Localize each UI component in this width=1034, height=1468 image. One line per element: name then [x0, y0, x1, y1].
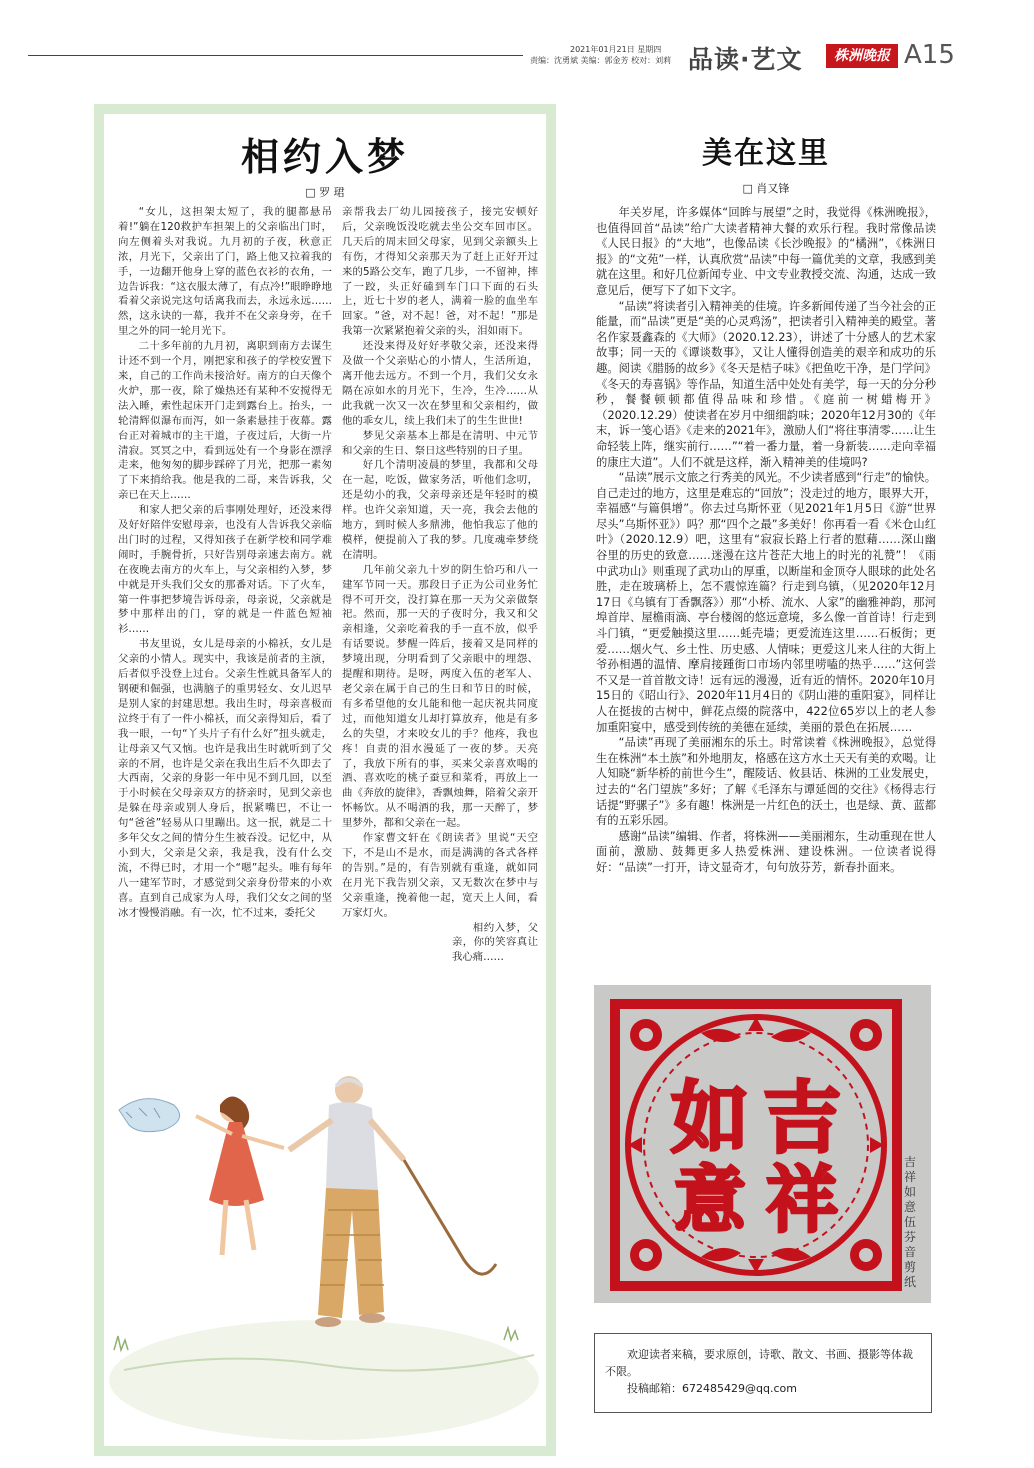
paragraph: “女儿，这担架太短了，我的腿都悬吊着!”躺在120救护车担架上的父亲临出门时，向左侧着头对我说。九月初的子夜，秋意正浓，月光下，父亲出了门，路上他又拉着我的手，一边翻开他身上穿的蓝色衣衫的衣角，一边告诉我：“这衣服太薄了，有点冷!”眼睁睁地看着父亲说完这句话离我而去，永远永远……然，这永诀的一幕，我并不在父亲身旁，在千里之外的同一轮月光下。: [118, 206, 332, 338]
paragraph: 好几个清明凌晨的梦里，我都和父母在一起，吃饭，做家务活，听他们念叨，还是幼小的我，父亲母亲还是年轻时的模样。也许父亲知道，天一亮，我会去他的地方，到时候人多鼎沸，他怕我忘了他的模样，便提前入了我的梦。几度魂牵梦绕在清明。: [342, 459, 538, 561]
right-article-author: □ 肖又锋: [742, 182, 790, 195]
header-meta: [530, 44, 671, 66]
paragraph: 梦见父亲基本上都是在清明、中元节和父亲的生日、祭日这些特别的日子里。: [342, 429, 538, 457]
left-article-author: □ 罗 珺: [305, 186, 345, 199]
date-line: 2021年01月21日 星期四: [570, 45, 662, 54]
papercut-char: 祥: [765, 1157, 839, 1242]
page-number: A15: [904, 40, 955, 70]
father-daughter-illustration: [104, 1050, 546, 1450]
paragraph: “品读”展示文旅之行秀美的风光。不少读者感到“行走”的愉快。自己走过的地方，这里是难忘的“回放”；没走过的地方，眼界大开，幸福感“与篇俱增”。你去过乌斯怀亚（见2021年1月5日《游“世界尽头”乌斯怀亚》）吗？那“四个之最”多美好！你再看一看《米仓山红叶》（2020.12.9）吧，这里有“寂寂长路上行者的慰藉……深山幽谷里的历史的致意……迷漫在这片苍茫大地上的时光的礼赞”！《雨中武功山》则重现了武功山的厚重，以断崖和金顶夺人眼球的此处名胜，走在玻璃桥上，怎不震惊连篇？行走到乌镇，（见2020年12月17日《乌镇有丁香飘落》）那“小桥、流水、人家”的幽雅神韵，那河埠首岸、屋檐雨滴、亭台楼阁的悠远意境，多么像一首首诗！行走到斗门镇，“更爱触摸这里……蚝壳墙；更爱流连这里……石板街；更爱……烟火气、乡土性、历史感、人情味；更爱这儿来人往的大街上爷孙相遇的温情、摩肩接踵街口市场内邻里唠嗑的热乎……”这何尝不又是一首首散文诗！远有远的漫漫，近有近的情怀。2020年10月15日的《昭山行》、2020年11月4日的《阴山港的重阳宴》，同样让人在挺拔的古树中，鲜花点缀的院落中，422位65岁以上的老人参加重阳宴中，感受到传统的美德在延续，美丽的景色在拓展……: [596, 471, 936, 734]
right-article-title: 美在这里: [702, 136, 830, 171]
staff-line: 责编：沈勇斌 美编：郭金芳 校对：刘莉: [530, 56, 672, 65]
notice-text: 欢迎读者来稿，要求原创，诗歌、散文、书画、摄影等体裁不限。: [605, 1348, 913, 1378]
paragraph: 还没来得及好好孝敬父亲，还没来得及做一个父亲贴心的小情人，生活所迫，离开他去远方。不到一个月，我们父女永隔在凉如水的月光下，生冷，生冷……从此我就一次又一次在梦里和父亲相约，做他的乖女儿，续上我们未了的生生世世!: [342, 340, 538, 427]
notice-email: 投稿邮箱：672485429@qq.com: [627, 1382, 797, 1395]
newspaper-logo: 株洲晚报: [826, 44, 898, 68]
papercut-char: 吉: [762, 1073, 842, 1164]
paragraph: 和家人把父亲的后事刚处理好，还没来得及好好陪伴安慰母亲，也没有人告诉我父亲临出门时的过程，又得知孩子在新学校和同学难闹时，手腕骨折，只好告别母亲速去南方。就在夜晚去南方的火车上，与父亲相约入梦，梦中就是开头我们父女的那番对话。下了火车，第一件事把梦境告诉母亲，母亲说，父亲就是梦中那样出的门，穿的就是一件蓝色短袖衫……: [118, 504, 332, 636]
papercut-caption: 吉祥如意 伍芬音剪纸: [904, 1155, 917, 1289]
paragraph: 作家曹文轩在《朗读者》里说“天空下，不是山不是水，而是满满的各式各样的告别。”是的，有告别就有重逢，就如同在月光下我告别父亲，又无数次在梦中与父亲重逢，挽着他一起，宽天上人间，看万家灯火。: [342, 832, 538, 919]
papercut-art: [606, 995, 906, 1295]
header-rule: [28, 55, 523, 56]
left-article-col1: [118, 205, 332, 921]
paragraph: 亲帮我去厂幼儿园接孩子，接完安顿好后，父亲晚饭没吃就去坐公交车回市区。几天后的周末回父母家，见到父亲额头上有伤，才得知父亲那天为了赶上正好开过来的5路公交车，跑了几步，一不留神，摔了一跤，头正好磕到车门口下面的石头上，近七十岁的老人，满着一脸的血坐车回家。“爸，对不起！爸，对不起！”那是我第一次紧紧抱着父亲的头，泪如雨下。: [342, 206, 538, 338]
paragraph: “品读”将读者引入精神美的佳境。许多新闻传递了当今社会的正能量，而“品读”更是“美的心灵鸡汤”，把读者引入精神美的殿堂。著名作家聂鑫森的《大师》（2020.12.23），讲述了十分感人的艺术家故事；同一天的《谭谈数事》，又让人懂得创造美的艰辛和成功的乐趣。阅读《腊肠的故乡》《冬天是桔子味》《把鱼吃干净，是门学问》《冬天的寿喜锅》等作品，知道生活中处处有美学，每一天的分分秒秒，餐餐顿顿都值得品味和珍惜。《庭前一树蜡梅开》（2020.12.29）使读者在岁月中细细韵味；2020年12月30的《年末，诉一笺心语》《走来的2021年》，激励人们“将往事清零……让生命轻装上阵，继实前行……”“着一番力量，着一身新装……走向幸福的康庄大道”。人们不就是这样，渐入精神美的佳境吗?: [596, 299, 936, 469]
papercut-photo: [594, 985, 931, 1303]
paragraph: 相约入梦，父亲，你的笑容真让我心痛……: [452, 921, 538, 964]
section-title: 品读·艺文: [688, 45, 803, 74]
left-article-title: 相约入梦: [240, 134, 409, 179]
paragraph: 几年前父亲九十岁的阴生恰巧和八一建军节同一天。那段日子正为公司业务忙得不可开交，没打算在那一天为父亲做祭祀。然而，那一天的子夜时分，我又和父亲相逢，父亲吃着我的手一直不放，似乎有话要说。梦醒一阵后，接着又是同样的梦境出现，分明看到了父亲眼中的埋怨、提醒和期待。是呀，两度入伍的老军人、老父亲在属于自己的生日和节日的时候，有多希望他的女儿能和他一起庆祝共同度过，而他知道女儿却打算放弃，他是有多么的失望，才来咬女儿的手？他疼，我也疼！自责的泪水漫延了一夜的梦。天亮了，我放下所有的事，买来父亲喜欢喝的酒、喜欢吃的桃子蚕豆和菜肴，再放上一曲《奔放的旋律》，香飘烛舞，陪着父亲开怀畅饮。从不喝酒的我，那一天醉了，梦里梦外，都和父亲在一起。: [342, 563, 538, 830]
paragraph: 二十多年前的九月初，离职到南方去谋生计还不到一个月，刚把家和孩子的学校安置下来，自己的工作尚未接洽好。南方的白天像个火炉，那一夜，除了燥热还有某种不安搅得无法入睡，索性起床开门走到露台上。抬头，一轮清辉似瀑布而泻，如一条素悬挂于夜幕。露台正对着城市的主干道，子夜过后，大街一片清寂。冥冥之中，看到远处有一个身影在漂浮走来，他匆匆的脚步踩碎了月光，把那一素匆了下来捎给我。他是我的二哥，来告诉我，父亲已在天上……: [118, 340, 332, 502]
paragraph: “品读”再现了美丽湘东的乐土。时常读着《株洲晚报》，总觉得生在株洲“本土族”和外地朋友，格感在这方水土天天有美的欢喝。让人知晓“新华桥的前世今生”，醒陵话、攸县话、株洲的工业发展史，过去的“名门望族”多好；了解《毛泽东与谭延闿的交往》《杨得志行话提“野骡子”》多有趣！株洲是一片红色的沃土，也是绿、黄、蓝都有的五彩乐园。: [596, 736, 936, 828]
right-article-body: [596, 205, 936, 876]
paragraph: 年关岁尾，许多媒体“回眸与展望”之时，我觉得《株洲晚报》，也值得回首“品读”给广大读者精神大餐的欢乐行程。我时常像品读《人民日报》的“大地”，也像品读《长沙晚报》的“橘洲”，《株洲日报》的“文苑”一样，认真欣赏“品读”中每一篇优美的文章，我感到美就在这里。和好几位新闻专业、中文专业教授交流、沟通，达成一致意见后，便写下了如下文字。: [596, 206, 936, 297]
paragraph: 书友里说，女儿是母亲的小棉袄，女儿是父亲的小情人。现实中，我该是前者的主演，后者似乎没登上过台。父亲生性就具备军人的钢硬和倔强，也满脑子的重男轻女、女儿迟早是别人家的封建思想。我出生时，母亲喜极而泣终于有了一件小棉袄，而父亲得知后，看了我一眼，一句“丫头片子有什么好”扭头就走，让母亲又气又恼。也许是我出生时就听到了父亲的不屑，也许是父亲在我出生后不久即去了大西南，父亲的身影一年中见不到几回，以至于小时候在父母亲双方的挤亲时，见到父亲也是躲在母亲或别人身后，抿紧嘴巴，不让一句“爸爸”轻易从口里蹦出。这一抿，就是二十多年父女之间的情分生生被吞没。记忆中，从小到大，父亲是父亲，我是我，没有什么交流，不得已时，才用一个“嗯”起头。唯有每年八一建军节时，才感觉到父亲身份带来的小欢喜。直到自己成家为人母，我们父女之间的坚冰才慢慢消融。有一次，忙不过来，委托父: [118, 638, 332, 919]
papercut-char: 如: [670, 1073, 750, 1164]
paragraph: 感谢“品读”编辑、作者，将株洲——美丽湘东，生动重现在世人面前，激励、鼓舞更多人热爱株洲、建设株洲。一位读者说得好：“品读”一打开，诗文显奇才，句句放芬芳，新春扑面来。: [596, 829, 936, 874]
papercut-char: 意: [673, 1157, 747, 1242]
left-article-col2: [342, 205, 538, 965]
submission-notice: [594, 1333, 932, 1413]
